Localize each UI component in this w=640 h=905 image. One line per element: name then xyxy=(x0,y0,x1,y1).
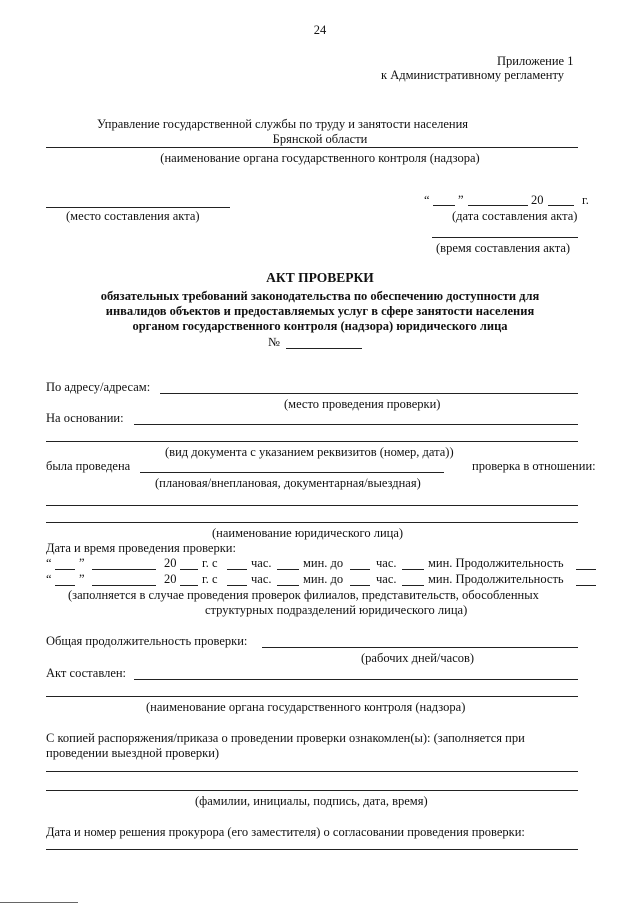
row2-duration-label: мин. Продолжительность xyxy=(428,572,564,586)
row1-quote-open: “ xyxy=(46,556,52,570)
footnote-rule xyxy=(0,902,78,903)
total-duration-field[interactable] xyxy=(262,647,578,648)
entity-field-line2[interactable] xyxy=(46,522,578,523)
row2-hours-label: час. xyxy=(251,572,272,586)
address-field[interactable] xyxy=(160,393,578,394)
drawn-up-field[interactable] xyxy=(134,679,578,680)
total-duration-caption: (рабочих дней/часов) xyxy=(361,651,475,665)
org-underline[interactable] xyxy=(46,147,578,148)
basis-field[interactable] xyxy=(134,424,578,425)
row2-min-to-field[interactable] xyxy=(402,585,424,586)
row1-from-label: г. с xyxy=(202,556,218,570)
place-caption: (место составления акта) xyxy=(66,209,200,223)
date-caption: (дата составления акта) xyxy=(452,209,578,223)
basis-field-line2[interactable] xyxy=(46,441,578,442)
org-name-line2: Брянской области xyxy=(272,132,368,146)
row1-quote-close: ” xyxy=(79,556,85,570)
page-number: 24 xyxy=(313,23,327,37)
drawn-up-caption: (наименование органа государственного контроля (надзора) xyxy=(146,700,466,714)
date-day-field[interactable] xyxy=(433,205,455,206)
date-year-suffix: г. xyxy=(582,193,589,207)
basis-caption: (вид документа с указанием реквизитов (номер, дата)) xyxy=(165,445,454,459)
row2-min-to-label: мин. до xyxy=(303,572,344,586)
act-subtitle-line1: обязательных требований законодательства по обеспечению доступности для xyxy=(100,289,540,303)
basis-label: На основании: xyxy=(46,411,124,425)
row1-min-to-field[interactable] xyxy=(402,569,424,570)
row1-min-from-field[interactable] xyxy=(277,569,299,570)
appendix-line2: к Административному регламенту xyxy=(381,68,565,82)
org-name-line1: Управление государственной службы по труду и занятости населения xyxy=(97,117,469,131)
row1-month-field[interactable] xyxy=(92,569,156,570)
row2-hours2-label: час. xyxy=(376,572,397,586)
org-caption: (наименование органа государственного контроля (надзора) xyxy=(160,151,480,165)
row2-duration-field[interactable] xyxy=(576,585,596,586)
drawn-up-label: Акт составлен: xyxy=(46,666,127,680)
entity-caption: (наименование юридического лица) xyxy=(212,526,404,540)
date-year-field[interactable] xyxy=(548,205,574,206)
entity-field-line1[interactable] xyxy=(46,505,578,506)
branch-note-line2: структурных подразделений юридического лица) xyxy=(205,603,468,617)
act-subtitle-line2: инвалидов объектов и предоставляемых услуг в сфере занятости населения xyxy=(105,304,535,318)
act-title: АКТ ПРОВЕРКИ xyxy=(266,270,374,285)
branch-note-line1: (заполняется в случае проведения проверок филиалов, представительств, обособленных xyxy=(68,588,539,602)
conducted-label: была проведена xyxy=(46,459,131,473)
row2-hour-from-field[interactable] xyxy=(227,585,247,586)
row2-min-from-field[interactable] xyxy=(277,585,299,586)
address-caption: (место проведения проверки) xyxy=(284,397,441,411)
place-underline[interactable] xyxy=(46,207,230,208)
row2-year-prefix: 20 xyxy=(164,572,177,586)
row1-day-field[interactable] xyxy=(55,569,75,570)
row1-hour-to-field[interactable] xyxy=(350,569,370,570)
row1-year-prefix: 20 xyxy=(164,556,177,570)
conducted-field[interactable] xyxy=(140,472,444,473)
row2-quote-close: ” xyxy=(79,572,85,586)
address-label: По адресу/адресам: xyxy=(46,380,151,394)
datetime-label: Дата и время проведения проверки: xyxy=(46,541,236,555)
copy-text-line1: С копией распоряжения/приказа о проведении проверки ознакомлен(ы): (заполняется при xyxy=(46,731,525,745)
row1-year-field[interactable] xyxy=(180,569,198,570)
row1-hour-from-field[interactable] xyxy=(227,569,247,570)
row2-from-label: г. с xyxy=(202,572,218,586)
copy-field-line2[interactable] xyxy=(46,790,578,791)
row2-hour-to-field[interactable] xyxy=(350,585,370,586)
time-underline[interactable] xyxy=(432,237,578,238)
date-month-field[interactable] xyxy=(468,205,528,206)
total-duration-label: Общая продолжительность проверки: xyxy=(46,634,248,648)
row2-quote-open: “ xyxy=(46,572,52,586)
row2-day-field[interactable] xyxy=(55,585,75,586)
copy-field-line1[interactable] xyxy=(46,771,578,772)
drawn-up-field-line2[interactable] xyxy=(46,696,578,697)
date-quote-open: “ xyxy=(424,193,430,207)
conducted-right-label: проверка в отношении: xyxy=(472,459,596,473)
appendix-line1: Приложение 1 xyxy=(497,54,574,68)
row1-hours-label: час. xyxy=(251,556,272,570)
time-caption: (время составления акта) xyxy=(436,241,571,255)
row2-year-field[interactable] xyxy=(180,585,198,586)
copy-text-line2: проведении выездной проверки) xyxy=(46,746,220,760)
act-number-label: № xyxy=(268,335,280,349)
date-quote-close: ” xyxy=(458,193,464,207)
date-year-prefix: 20 xyxy=(531,193,544,207)
row1-hours2-label: час. xyxy=(376,556,397,570)
act-subtitle-line3: органом государственного контроля (надзора) юридического лица xyxy=(132,319,508,333)
row1-min-to-label: мин. до xyxy=(303,556,344,570)
row1-duration-field[interactable] xyxy=(576,569,596,570)
prosecutor-field[interactable] xyxy=(46,849,578,850)
prosecutor-text: Дата и номер решения прокурора (его заместителя) о согласовании проведения проверки: xyxy=(46,825,525,839)
act-number-field[interactable] xyxy=(286,348,362,349)
row1-duration-label: мин. Продолжительность xyxy=(428,556,564,570)
row2-month-field[interactable] xyxy=(92,585,156,586)
conducted-caption: (плановая/внеплановая, документарная/выездная) xyxy=(155,476,421,490)
copy-caption: (фамилии, инициалы, подпись, дата, время) xyxy=(195,794,428,808)
